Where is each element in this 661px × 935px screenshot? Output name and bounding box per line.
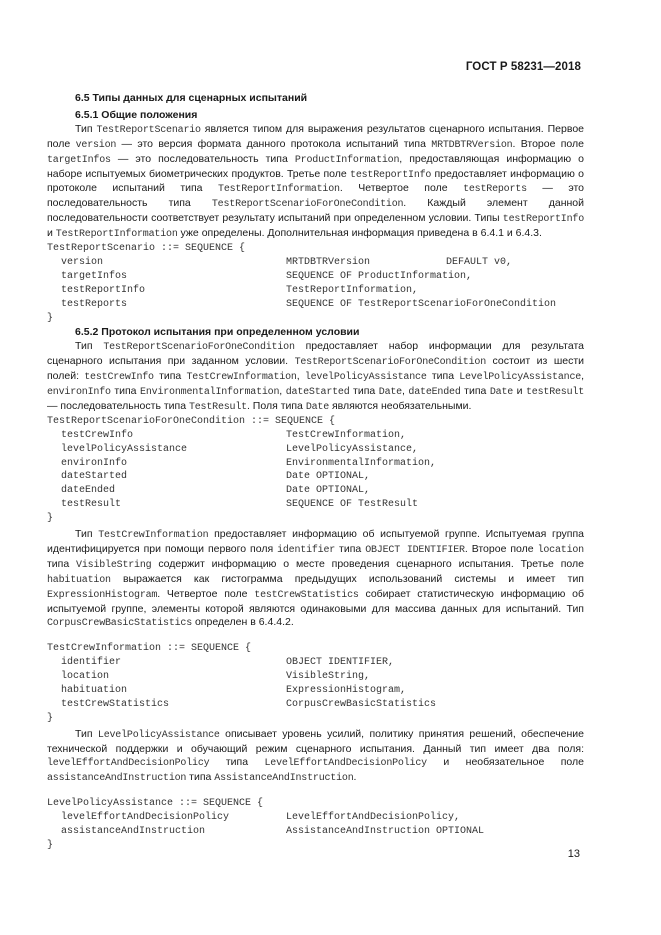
- code-line: LevelPolicyAssistance ::= SEQUENCE {: [47, 798, 264, 810]
- code-line: version MRTDBTRVersion DEFAULT v0,: [61, 256, 513, 268]
- code-block-one-condition: [47, 415, 584, 526]
- code-line: TestReportScenarioForOneCondition ::= SEQUENCE {: [47, 415, 336, 427]
- code-line: }: [47, 839, 54, 851]
- code-line: testReportInfo TestReportInformation,: [61, 284, 419, 296]
- page-content: [47, 89, 584, 853]
- standard-header: ГОСТ Р 58231—2018: [465, 61, 581, 73]
- code-line: levelPolicyAssistance LevelPolicyAssistance,: [61, 443, 419, 455]
- code-line: targetInfos SEQUENCE OF ProductInformation,: [61, 270, 473, 282]
- code-line: testCrewInfo TestCrewInformation,: [61, 429, 407, 441]
- code-line: identifier OBJECT IDENTIFIER,: [61, 657, 395, 669]
- code-line: assistanceAndInstruction AssistanceAndInstruction OPTIONAL: [61, 826, 485, 838]
- code-block-test-crew-information: [47, 642, 584, 725]
- code-line: }: [47, 513, 54, 525]
- code-block-level-policy-assistance: [47, 797, 584, 853]
- code-line: }: [47, 712, 54, 724]
- section-heading-6-5: 6.5 Типы данных для сценарных испытаний: [75, 92, 308, 104]
- section-heading-6-5-2: 6.5.2 Протокол испытания при определенном условии: [75, 326, 360, 339]
- paragraph-level-policy: Тип LevelPolicyAssistance описывает уровень усилий, политику принятия решений, обеспечение технической поддержки и обучающий режим сценарного испытания. Данный тип имеет два поля: levelEffortAndDecisionPolicy типа LevelEffortAndDecisionPolicy и необязательное поле assistanceAndInstruction типа AssistanceAndInstruction.: [47, 727, 585, 785]
- code-line: habituation ExpressionHistogram,: [61, 684, 407, 696]
- code-line: location VisibleString,: [61, 671, 371, 683]
- code-line: TestCrewInformation ::= SEQUENCE {: [47, 643, 252, 655]
- code-line: levelEffortAndDecisionPolicy LevelEffortAndDecisionPolicy,: [61, 812, 461, 824]
- code-line: }: [47, 312, 54, 324]
- paragraph-test-crew: Тип TestCrewInformation предоставляет информацию об испытуемой группе. Испытуемая группа идентифицируется при помощи первого поля identifier типа OBJECT IDENTIFIER. Второе поле location типа VisibleString содержит информацию о месте проведения сценарного испытания. Третье поле habituation выражается как гистограмма предыдущих использований системы и имеет тип ExpressionHistogram. Четвертое поле testCrewStatistics собирает статистическую информацию об испытуемой группе, элементы которой являются одинаковыми для массива данных для испытаний. Тип CorpusCrewBasicStatistics определен в 6.4.4.2.: [47, 527, 585, 630]
- code-block-test-report-scenario: [47, 242, 584, 325]
- paragraph-general: Тип TestReportScenario является типом для выражения результатов сценарного испытания. Первое поле version — это версия формата данного протокола испытаний типа MRTDBTRVersion. Второе поле targetInfos — это последовательность типа ProductInformation, предоставляющая информацию о наборе испытуемых биометрических продуктов. Третье поле testReportInfo предоставляет информацию о протоколе испытаний типа TestReportInformation. Четвертое поле testReports — это последовательность типа TestReportScenarioForOneCondition. Каждый элемент данной последовательности соответствует результату испытаний при определенном условии. Типы testReportInfo и TestReportInformation уже определены. Дополнительная информация приведена в 6.4.1 и 6.4.3.: [47, 122, 585, 241]
- page-number: 13: [567, 848, 580, 860]
- code-line: TestReportScenario ::= SEQUENCE {: [47, 243, 246, 255]
- paragraph-one-condition: Тип TestReportScenarioForOneCondition предоставляет набор информации для результата сценарного испытания при заданном условии. TestReportScenarioForOneCondition состоит из шести полей: testCrewInfo типа TestCrewInformation, levelPolicyAssistance типа LevelPolicyAssistance, environInfo типа EnvironmentalInformation, dateStarted типа Date, dateEnded типа Date и testResult — последовательность типа TestResult. Поля типа Date являются необязательными.: [47, 340, 585, 413]
- code-line: testReports SEQUENCE OF TestReportScenarioForOneCondition: [61, 298, 557, 310]
- code-line: dateStarted Date OPTIONAL,: [61, 471, 371, 483]
- code-line: environInfo EnvironmentalInformation,: [61, 457, 437, 469]
- code-line: testResult SEQUENCE OF TestResult: [61, 499, 419, 511]
- code-line: testCrewStatistics CorpusCrewBasicStatistics: [61, 698, 437, 710]
- code-line: dateEnded Date OPTIONAL,: [61, 485, 371, 497]
- section-heading-6-5-1: 6.5.1 Общие положения: [75, 108, 198, 121]
